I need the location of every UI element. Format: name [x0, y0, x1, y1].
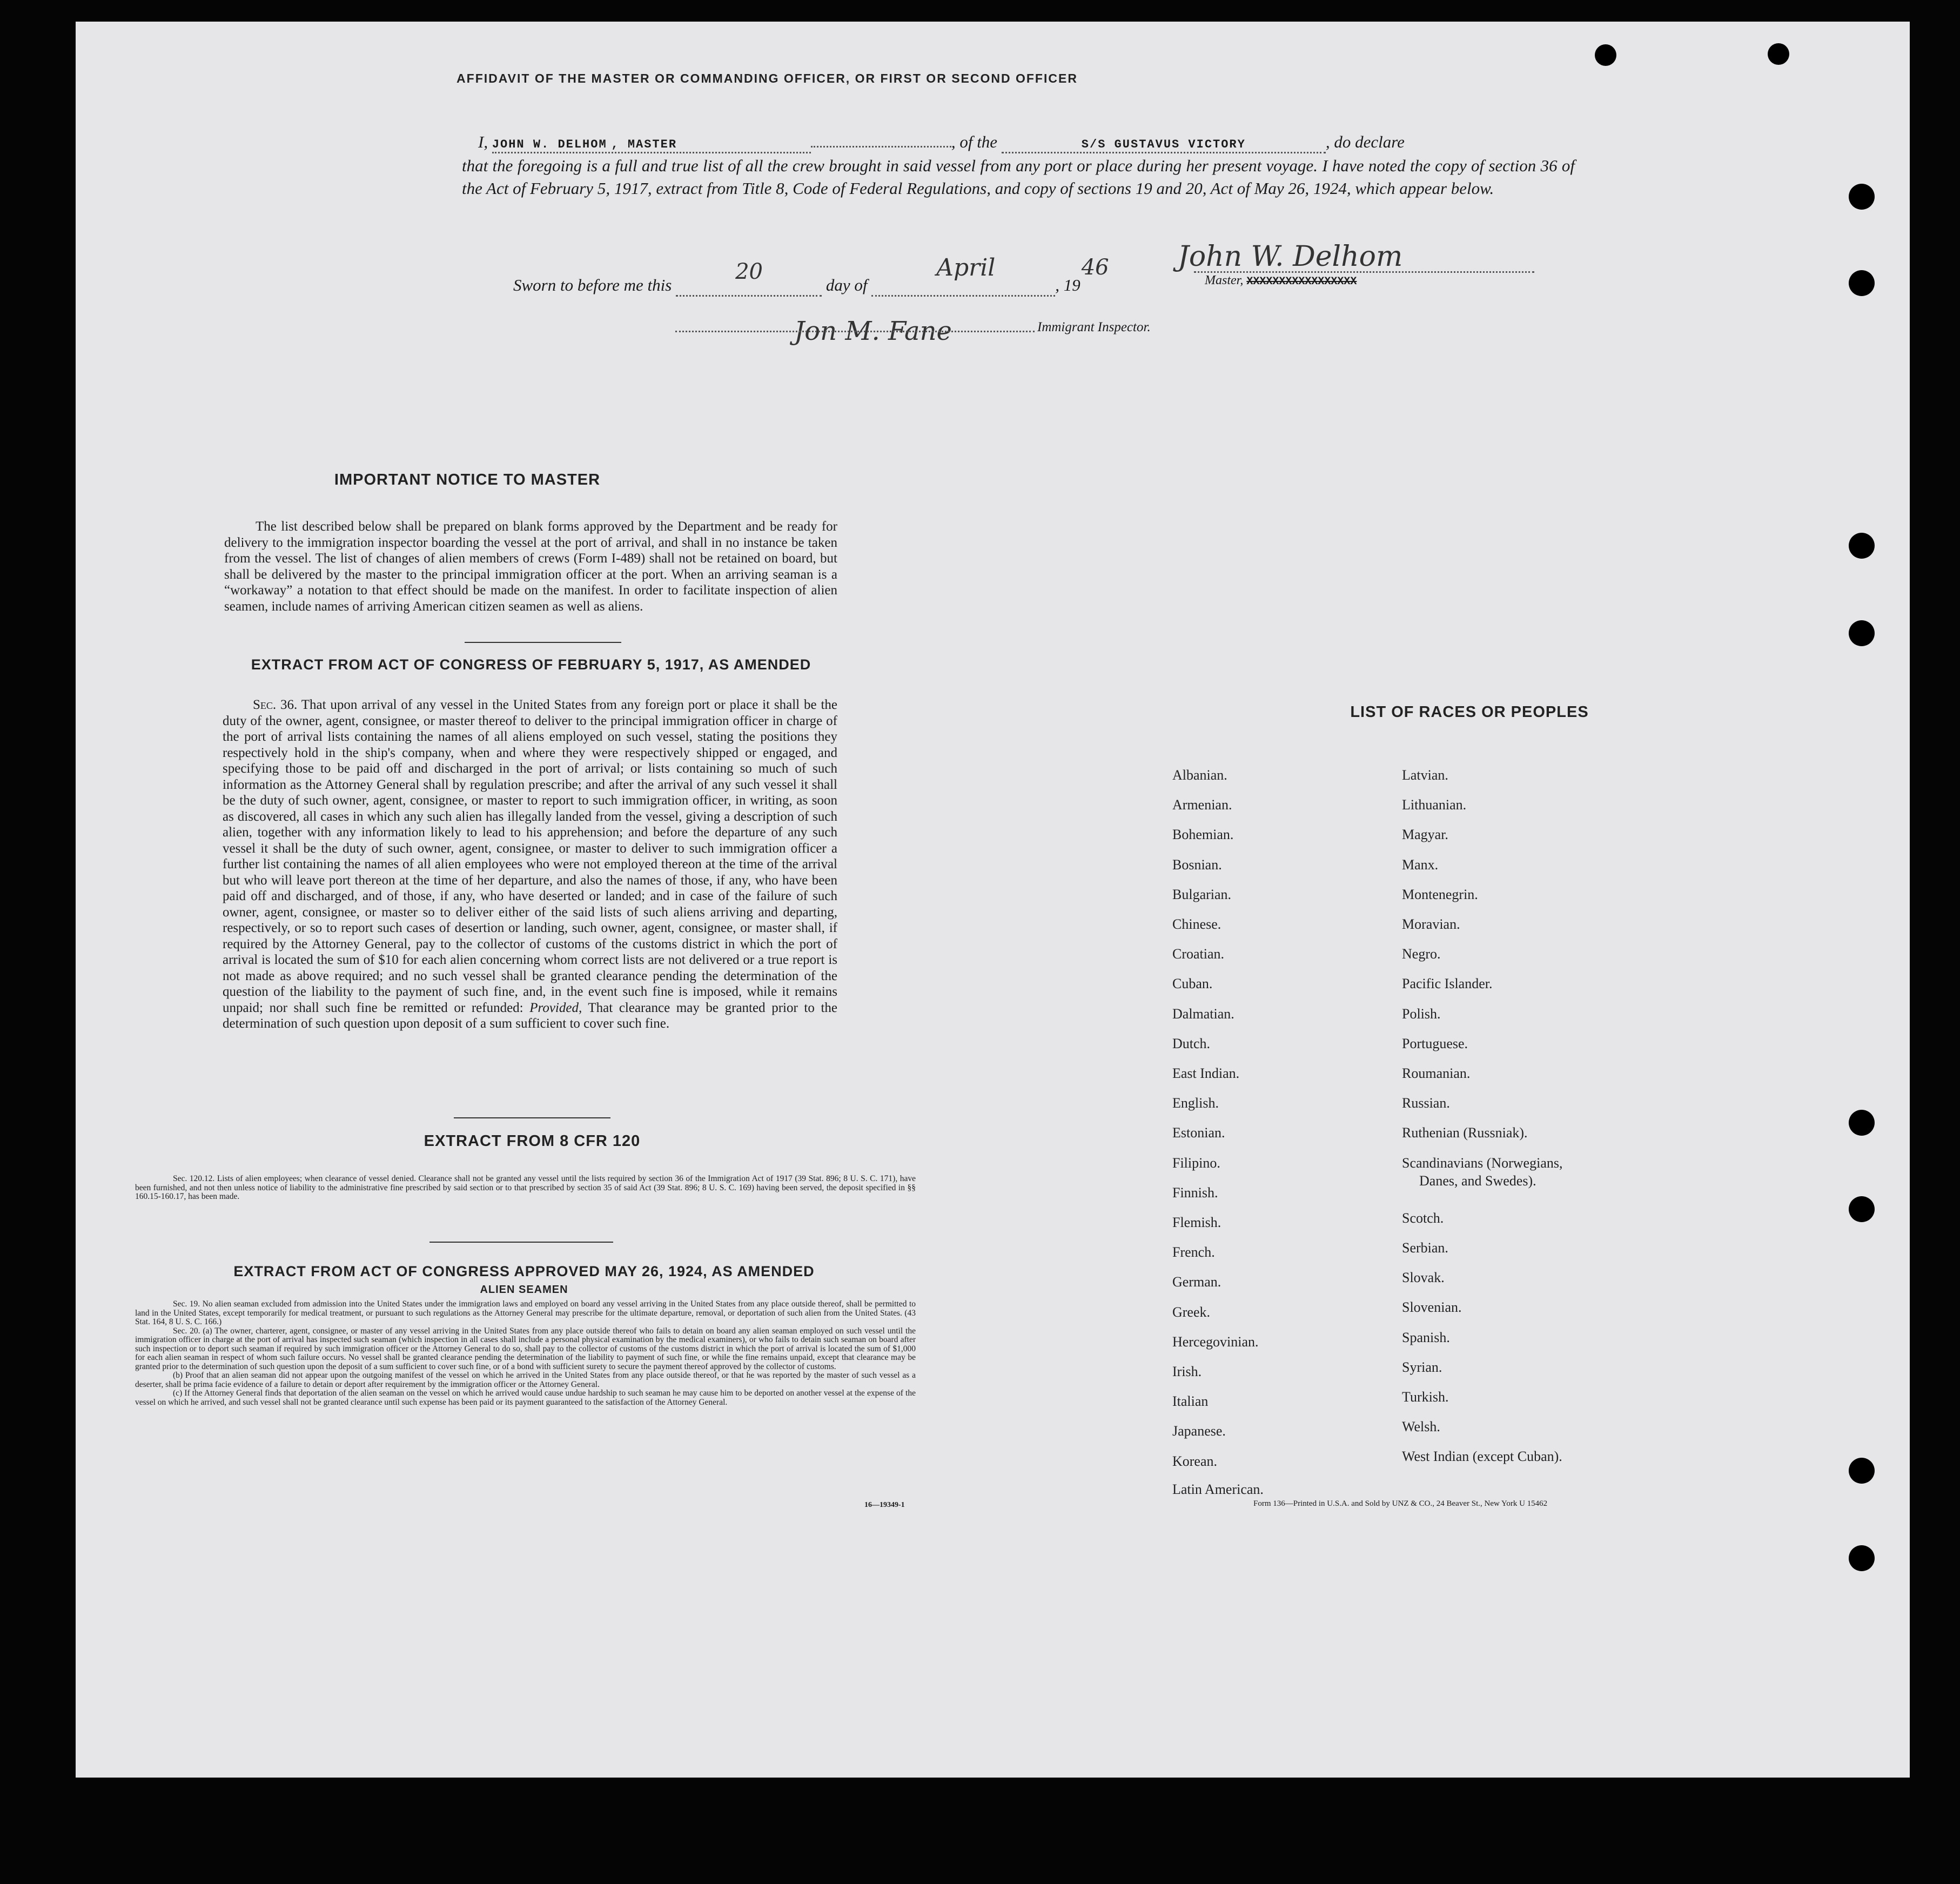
divider: [454, 1117, 610, 1118]
extract-1924-text: [135, 1300, 916, 1407]
race-item: Flemish.: [1172, 1215, 1221, 1230]
extract-1917-title: EXTRACT FROM ACT OF CONGRESS OF FEBRUARY 5, 1917, AS AMENDED: [251, 656, 811, 673]
race-item: Danes, and Swedes).: [1419, 1172, 1536, 1189]
sec-19-text: Sec. 19. No alien seaman excluded from admission into the United States under the immigration laws and employed on board any vessel arriving in the United States from any place outside thereof, shall be permitted to land in the United States, except temporarily for medical treatment, or pursuant to such regulations as the Attorney General may prescribe for the ultimate departure, removal, or deportation of such alien from the United States. (43 Stat. 164, 8 U. S. C. 166.): [135, 1299, 916, 1326]
master-label-text: Master,: [1205, 273, 1244, 287]
inspector-signature-line: [675, 331, 1035, 332]
year-prefix: , 19: [1055, 276, 1080, 294]
race-item: Italian: [1172, 1393, 1209, 1410]
sworn-line: [513, 254, 1109, 297]
notice-text: The list described below shall be prepared on blank forms approved by the Department and be ready for delivery to the immigration inspector boarding the vessel at the port of arrival, and shall in no instance be taken from the vessel. The list of changes of alien members of crews (Form I-489) shall not be retained on board, but shall be delivered by the master to the principal immigration officer at the port. When an arriving seaman is a “workaway” a notation to that effect should be made on the manifest. In order to facilitate inspection of alien seamen, include names of arriving American citizen seamen as well as aliens.: [224, 519, 837, 614]
race-item: Lithuanian.: [1402, 797, 1467, 813]
punch-hole: [1849, 1196, 1875, 1222]
sworn-month: April: [936, 254, 996, 281]
race-item: Serbian.: [1402, 1240, 1448, 1256]
races-title: LIST OF RACES OR PEOPLES: [1350, 703, 1589, 721]
race-item: English.: [1172, 1095, 1219, 1111]
sec-20a-text: Sec. 20. (a) The owner, charterer, agent, consignee, or master of any vessel arriving in the United States from any place outside thereof who fails to detain on board any alien seaman employed on such vessel until the immigration officer in charge at the port of arrival has inspected such seaman (which inspection in all cases shall include a personal physical examination by the medical examiners), or who fails to detain such seaman on board after such inspection or to deport such seaman if required by such immigration officer or the Attorney General to do so, shall pay to the collector of customs of the customs district in which the port of arrival is located the sum of $1,000 for each alien seaman in respect of whom such failure occurs. No vessel shall be granted clearance pending the determination of the liability to payment of such fine, or while the fine remains unpaid, except that clearance may be granted prior to the determination of such question upon the deposit of a sum sufficient to cover such fine, or of a bond with sufficient surety to secure the payment thereof approved by the collector of customs.: [135, 1326, 916, 1371]
extract-1917-text: [223, 697, 837, 1032]
inspector-signature: Jon M. Fane: [794, 316, 952, 346]
race-item: Portuguese.: [1402, 1035, 1468, 1051]
race-item: Bohemian.: [1172, 827, 1234, 843]
inspector-label: Immigrant Inspector.: [1037, 320, 1151, 334]
race-item: Montenegrin.: [1402, 886, 1478, 902]
races-left-column: [1172, 767, 1334, 1513]
punch-hole: [1849, 1110, 1875, 1136]
master-title: , MASTER: [611, 138, 677, 151]
race-item: Filipino.: [1172, 1155, 1220, 1171]
master-signature-line: [1194, 271, 1534, 273]
sec-20b-text: (b) Proof that an alien seaman did not appear upon the outgoing manifest of the vessel on which he arrived in the United States from any place outside thereof, or that he was reported by the master of such vessel as a deserter, shall be prima facie evidence of a failure to detain or deport after requirement by the immigration officer or the Attorney General.: [135, 1371, 916, 1389]
affidavit-title: AFFIDAVIT OF THE MASTER OR COMMANDING OFFICER, OR FIRST OR SECOND OFFICER: [457, 71, 1078, 85]
race-item: Slovenian.: [1402, 1299, 1462, 1316]
race-item: Polish.: [1402, 1005, 1441, 1022]
race-item: Japanese.: [1172, 1423, 1226, 1439]
divider: [465, 642, 621, 643]
race-item: Hercegovinian.: [1172, 1333, 1259, 1350]
proviso-text: That clearance may be granted prior to the determination of such question upon deposit of a sum sufficient to cover such fine.: [223, 1000, 838, 1031]
declarant-prefix: I,: [478, 132, 488, 151]
race-item: Irish.: [1172, 1364, 1202, 1379]
race-item: Turkish.: [1402, 1389, 1449, 1405]
race-item: Bulgarian.: [1172, 886, 1232, 902]
race-item: West Indian (except Cuban).: [1402, 1449, 1562, 1465]
race-item: Latin American.: [1172, 1481, 1264, 1497]
form-printer-note: Form 136—Printed in U.S.A. and Sold by UNZ & CO., 24 Beaver St., New York U 15462: [1253, 1499, 1548, 1508]
sec-20c-text: (c) If the Attorney General finds that deportation of the alien seaman on the vessel on which he arrived would cause undue hardship to such seaman he may cause him to be deported on another vessel at the expense of the vessel on which he arrived, and such vessel shall not be granted clearance until such expense has been paid or its payment guaranteed to the satisfaction of the Attorney General.: [135, 1389, 916, 1407]
race-item: Spanish.: [1402, 1329, 1450, 1345]
race-item: East Indian.: [1172, 1065, 1240, 1081]
master-label: [1205, 273, 1357, 288]
sec-36-text: That upon arrival of any vessel in the United States from any foreign port or place it shall be the duty of the owner, agent, consignee, or master thereof to deliver to the principal immigration officer in charge of the port of arrival lists containing the names of all aliens employed on such vessel, stating the positions they respectively hold in the ship's company, when and where they were respectively shipped or engaged, and specifying those to be paid off and discharged in the port of arrival; or lists containing so much of such information as the Attorney General shall by regulation prescribe; and after the arrival of any such vessel it shall be the duty of such owner, agent, consignee, or master to report to such immigration officer, in writing, as soon as discovered, all cases in which any such alien has illegally landed from the vessel, giving a description of such alien, together with any information likely to lead to his apprehension; and before the departure of any such vessel it shall be the duty of such owner, agent, consignee, or master to deliver to such immigration officer a further list containing the names of all alien employees who were not employed thereon at the time of the arrival but who will leave port thereon at the time of her departure, and also the names of those, if any, who have been paid off and discharged, and of those, if any, who have deserted or landed; and in case of the failure of such owner, agent, consignee, or master so to deliver either of the said lists of such aliens arriving and departing, respectively, or so to report such cases of desertion or landing, such owner, agent, consignee, or master shall, if required by the Attorney General, pay to the collector of customs of the customs district in which the port of arrival is located the sum of $10 for each alien concerning whom correct lists are not delivered or a true report is not made as above required; and no such vessel shall be granted clearance pending the determination of the question of the liability to the payment of such fine, and, in the event such fine is imposed, while it remains unpaid; nor shall such fine be remitted or refunded:: [223, 698, 837, 1015]
sec-36-label: Sec. 36.: [253, 698, 298, 712]
race-item: Scotch.: [1402, 1210, 1444, 1226]
race-item: Dalmatian.: [1172, 1005, 1234, 1022]
race-item: Welsh.: [1402, 1419, 1440, 1435]
sworn-prefix: Sworn to before me this: [513, 276, 672, 294]
struck-title: XXXXXXXXXXXXXXXXX: [1246, 276, 1357, 288]
race-item: Bosnian.: [1172, 856, 1222, 873]
race-item: Croatian.: [1172, 946, 1225, 962]
extract-cfr-text: Sec. 120.12. Lists of alien employees; when clearance of vessel denied. Clearance shall not be granted any vessel until the lists required by section 36 of the Immigration Act of 1917 (39 Stat. 896; 8 U. S. C. 171), have been furnished, and not then unless notice of liability to the administrative fine prescribed by said section or to that prescribed by section 35 of said Act (39 Stat. 896; 8 U. S. C. 169) having been served, the deposit specified in §§ 160.15-160.17, has been made.: [135, 1174, 916, 1201]
race-item: Albanian.: [1172, 767, 1227, 783]
race-item: Slovak.: [1402, 1270, 1445, 1286]
punch-hole: [1595, 44, 1616, 66]
vessel-name: S/S GUSTAVUS VICTORY: [1081, 138, 1246, 151]
race-item: Magyar.: [1402, 827, 1448, 843]
race-item: Cuban.: [1172, 976, 1213, 992]
race-item: Scandinavians (Norwegians,: [1402, 1155, 1563, 1171]
affidavit-line1: [478, 132, 1575, 153]
race-item: Chinese.: [1172, 916, 1221, 932]
race-item: German.: [1172, 1274, 1221, 1290]
sworn-day: 20: [735, 259, 763, 284]
master-signature: John W. Delhom: [1178, 240, 1403, 273]
race-item: Russian.: [1402, 1095, 1450, 1111]
day-of-label: day of: [825, 276, 868, 294]
punch-hole: [1849, 270, 1875, 296]
punch-hole: [1849, 620, 1875, 646]
races-right-column: [1402, 767, 1672, 1513]
punch-hole: [1768, 43, 1789, 65]
race-item: Estonian.: [1172, 1125, 1225, 1141]
master-name: JOHN W. DELHOM: [492, 138, 607, 151]
race-item: Greek.: [1172, 1304, 1211, 1320]
document-page: [76, 22, 1910, 1778]
extract-cfr-title: EXTRACT FROM 8 CFR 120: [424, 1132, 641, 1150]
proviso-word: Provided,: [529, 1000, 582, 1015]
race-item: Syrian.: [1402, 1359, 1442, 1375]
extract-1924-subtitle: ALIEN SEAMEN: [480, 1284, 568, 1296]
notice-title: IMPORTANT NOTICE TO MASTER: [334, 471, 601, 488]
race-item: Ruthenian (Russniak).: [1402, 1125, 1528, 1141]
punch-hole: [1849, 1545, 1875, 1571]
race-item: Dutch.: [1172, 1035, 1211, 1051]
race-item: Roumanian.: [1402, 1065, 1471, 1081]
affidavit-body: that the foregoing is a full and true list of all the crew brought in said vessel from any port or place during her present voyage. I have noted the copy of section 36 of the Act of February 5, 1917, extract from Title 8, Code of Federal Regulations, and copy of sections 19 and 20, Act of May 26, 1924, which appear below.: [462, 156, 1575, 198]
race-item: Pacific Islander.: [1402, 976, 1493, 992]
punch-hole: [1849, 184, 1875, 210]
race-item: Latvian.: [1402, 767, 1448, 783]
race-item: Finnish.: [1172, 1184, 1218, 1201]
race-item: French.: [1172, 1244, 1215, 1261]
punch-hole: [1849, 1458, 1875, 1484]
of-the-label: , of the: [951, 132, 998, 151]
race-item: Armenian.: [1172, 797, 1232, 813]
do-declare-label: , do declare: [1325, 132, 1405, 151]
extract-1924-title: EXTRACT FROM ACT OF CONGRESS APPROVED MAY 26, 1924, AS AMENDED: [233, 1263, 815, 1279]
race-item: Manx.: [1402, 856, 1439, 873]
sworn-year: 46: [1081, 255, 1109, 280]
race-item: Moravian.: [1402, 916, 1460, 932]
race-item: Korean.: [1172, 1453, 1218, 1469]
race-item: Negro.: [1402, 946, 1441, 962]
punch-hole: [1849, 533, 1875, 559]
divider: [429, 1242, 613, 1243]
form-code: 16—19349-1: [864, 1501, 905, 1509]
